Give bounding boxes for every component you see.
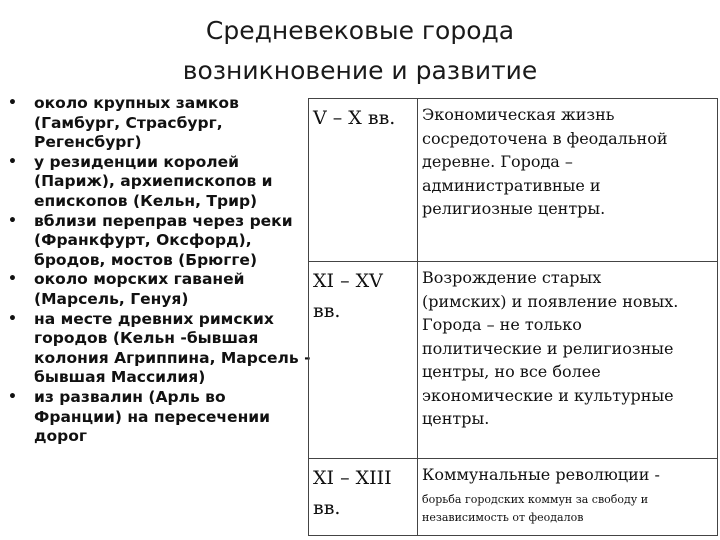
text-line: деревне. Города – [422,152,573,171]
text-line: вв. [313,300,341,322]
text-line: политические и религиозные [422,338,674,358]
text-line: Города – не только [422,315,582,334]
title-line-2: возникновение и развитие [182,56,538,85]
text-line: XI – XV [313,270,383,292]
bullet-marker: • [8,271,17,288]
bullet-line: (Франкфурт, Оксфорд), [34,231,252,250]
title-line-1: Средневековые города [205,16,515,45]
bullet-marker: • [8,388,17,405]
bullet-line: бродов, мостов (Брюгге) [34,250,258,269]
description-heading [422,463,713,487]
period-cell [309,99,418,262]
bullet-item [8,153,313,212]
bullet-item [8,310,313,388]
table-row [309,99,718,262]
bullet-line: около крупных замков [34,94,239,112]
bullet-line: на месте древних римских [34,309,274,328]
bullet-line: епископов (Кельн, Трир) [34,191,258,210]
bullet-line: около морских гаваней [34,270,245,289]
bullet-line: городов (Кельн -бывшая [34,329,259,348]
text-line: центры, но все более [422,362,601,381]
bullet-line: Регенсбург) [34,133,142,152]
bullet-marker: • [8,310,17,327]
table-row [309,262,718,459]
text-line: административные и [422,175,601,195]
text-line: (римских) и появление новых. [422,291,679,311]
text-line: Коммунальные революции - [422,465,660,484]
text-line: сосредоточена в феодальной [422,128,668,148]
text-line: независимость от феодалов [422,510,584,524]
bullet-line: бывшая Массилия) [34,368,206,387]
bullet-item [8,212,313,271]
table-row [309,459,718,536]
description-cell [418,262,718,459]
text-line: центры. [422,409,490,428]
description-note [422,491,713,527]
text-line: экономические и культурные [422,385,674,405]
text-line: V – X вв. [313,107,396,129]
bullet-marker: • [8,95,17,111]
bullet-line: колония Агриппина, Марсель - [34,348,311,367]
bullet-line: у резиденции королей [34,152,239,171]
description-cell [418,99,718,262]
bullet-line: (Гамбург, Страсбург, [34,113,223,132]
bullet-line: дорог [34,427,88,446]
bullet-line: Франции) на пересечении [34,407,271,426]
text-line: религиозные центры. [422,199,606,218]
period-cell [309,459,418,536]
period-cell [309,262,418,459]
periods-table [308,98,718,536]
bullet-marker: • [8,212,17,229]
text-line: XI – XIII [313,467,392,489]
bullet-line: (Париж), архиепископов и [34,172,273,191]
bullet-line: (Марсель, Генуя) [34,289,189,308]
text-line: борьба городских коммун за свободу и [422,492,649,506]
bullet-line: из развалин (Арль во [34,387,226,406]
text-line: вв. [313,497,341,519]
description-cell [418,459,718,536]
text-line: Возрождение старых [422,268,602,287]
bullet-item [8,270,313,309]
text-line: Экономическая жизнь [422,105,615,124]
bullet-marker: • [8,153,17,170]
bullet-item [8,94,313,153]
origins-bullet-list [8,94,313,447]
bullet-item [8,388,313,447]
bullet-line: вблизи переправ через реки [34,211,293,230]
